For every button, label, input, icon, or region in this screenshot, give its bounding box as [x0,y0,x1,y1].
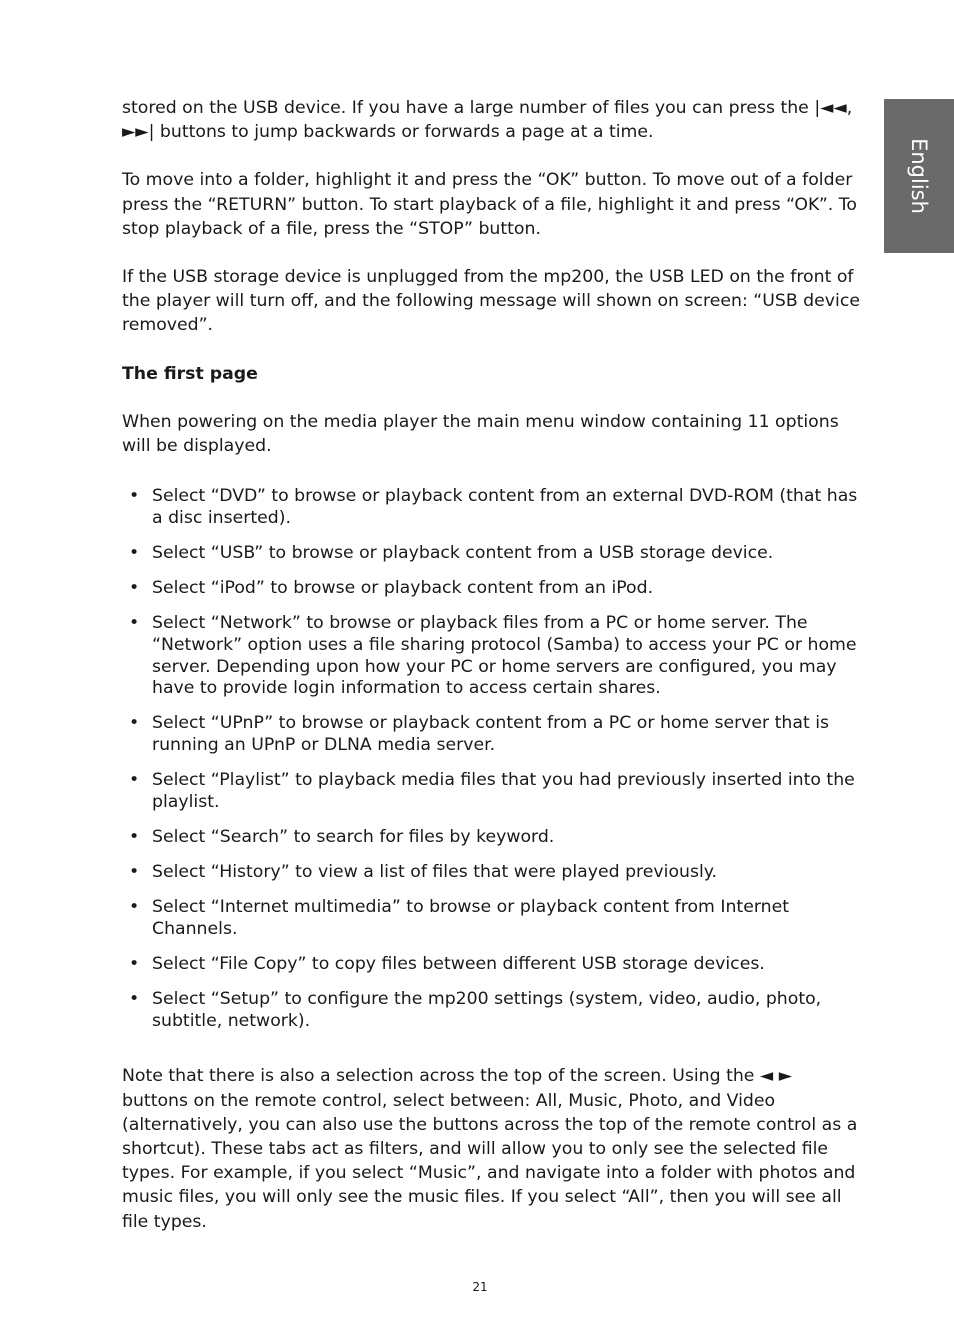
list-item-text: Select “DVD” to browse or playback content from an external DVD-ROM (that has a disc inserted). [152,486,858,528]
list-item [122,827,860,849]
bullet-icon: • [129,826,140,847]
list-item-text: Select “Playlist” to playback media files that you had previously inserted into the playlist. [152,770,855,812]
list-item [122,989,860,1032]
list-item [122,897,860,940]
bullet-icon: • [129,713,140,734]
bullet-icon: • [129,486,140,507]
language-tab-label: English [907,138,931,214]
language-tab [884,99,954,253]
paragraph-filter-note: Note that there is also a selection across the top of the screen. Using the ◄ ► buttons on the remote control, select between: All, Music, Photo, and Video (alternatively, you can also use the buttons across the top of the remote control as a shortcut). These tabs act as filters, and will allow you to only see the selected file types. For example, if you select “Music”, and navigate into a folder with photos and music files, you will only see the music files. If you select “All”, then you will see all file types. [122,1066,858,1232]
bullet-icon: • [129,862,140,883]
bullet-icon: • [129,578,140,599]
bullet-icon: • [129,613,140,634]
list-item [122,613,860,699]
list-item-text: Select “Internet multimedia” to browse or playback content from Internet Channels. [152,897,789,939]
page-content [122,96,860,1234]
list-item [122,543,860,565]
paragraph-folder-navigation: To move into a folder, highlight it and press the “OK” button. To move out of a folder press the “RETURN” button. To start playback of a file, highlight it and press “OK”. To stop playback of a file, press the “STOP” button. [122,170,857,239]
list-item-text: Select “Search” to search for files by keyword. [152,826,555,847]
section-heading: The first page [122,363,258,384]
menu-options-list [122,486,860,1032]
list-item-text: Select “USB” to browse or playback content from a USB storage device. [152,543,774,564]
list-item-text: Select “iPod” to browse or playback content from an iPod. [152,578,654,599]
list-item-text: Select “Network” to browse or playback files from a PC or home server. The “Network” option uses a file sharing protocol (Samba) to access your PC or home server. Depending upon how your PC or home servers are configured, you may have to provide login information to access certain shares. [152,613,857,699]
bullet-icon: • [129,770,140,791]
bullet-icon: • [129,954,140,975]
bullet-icon: • [129,897,140,918]
paragraph-power-on: When powering on the media player the main menu window containing 11 options will be displayed. [122,411,839,457]
list-item [122,770,860,813]
list-item [122,713,860,756]
page-number: 21 [472,1280,488,1294]
list-item-text: Select “Setup” to configure the mp200 settings (system, video, audio, photo, subtitle, network). [152,989,822,1031]
paragraph-usb-removed: If the USB storage device is unplugged from the mp200, the USB LED on the front of the player will turn off, and the following message will shown on screen: “USB device removed”. [122,267,860,336]
list-item-text: Select “File Copy” to copy files between different USB storage devices. [152,954,765,975]
list-item-text: Select “History” to view a list of files that were played previously. [152,862,718,883]
bullet-icon: • [129,989,140,1010]
list-item [122,954,860,976]
list-item-text: Select “UPnP” to browse or playback content from a PC or home server that is running an UPnP or DLNA media server. [152,713,830,755]
bullet-icon: • [129,543,140,564]
list-item [122,862,860,884]
paragraph-intro: stored on the USB device. If you have a large number of files you can press the |◄◄, ►►| buttons to jump backwards or forwards a page at a time. [122,98,853,143]
list-item [122,578,860,600]
list-item [122,486,860,529]
